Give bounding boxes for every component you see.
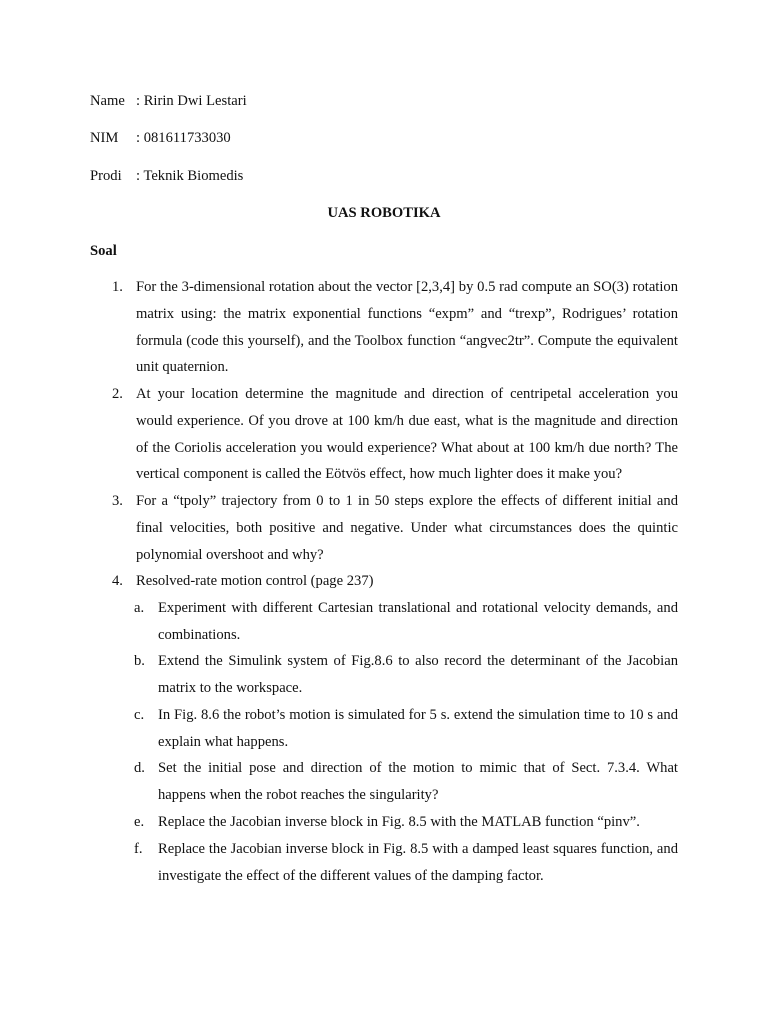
sub-item-letter: f. xyxy=(134,841,143,857)
nim-value: : 081611733030 xyxy=(136,130,231,146)
question-number: 4. xyxy=(112,573,123,589)
sub-item-letter: c. xyxy=(134,707,145,723)
sub-item-letter: b. xyxy=(134,653,145,669)
document-title: UAS ROBOTIKA xyxy=(327,205,441,221)
question-number: 1. xyxy=(112,279,123,295)
sub-item xyxy=(134,595,678,649)
question-text: For a “tpoly” trajectory from 0 to 1 in 50 steps explore the effects of different initial and final velocities, both positive and negative. Under what circumstances does the quintic polynomial overshoot and why? xyxy=(136,493,678,563)
sub-item-text: Replace the Jacobian inverse block in Fig. 8.5 with a damped least squares function, and investigate the effect of the different values of the damping factor. xyxy=(158,841,678,884)
question-item xyxy=(90,381,678,488)
sub-item-letter: d. xyxy=(134,760,145,776)
name-row xyxy=(90,91,247,111)
sub-item-text: Replace the Jacobian inverse block in Fig. 8.5 with the MATLAB function “pinv”. xyxy=(158,814,640,830)
sub-item-text: Experiment with different Cartesian translational and rotational velocity demands, and combinations. xyxy=(158,600,678,643)
question-text: For the 3-dimensional rotation about the vector [2,3,4] by 0.5 rad compute an SO(3) rotation matrix using: the matrix exponential functions “expm” and “trexp”, Rodrigues’ rotation formula (code this yourself), and the Toolbox function “angvec2tr”. Compute the equivalent unit quaternion. xyxy=(136,279,678,376)
question-number: 3. xyxy=(112,493,123,509)
sub-item xyxy=(134,755,678,809)
question-item xyxy=(90,568,678,595)
prodi-row xyxy=(90,166,243,186)
question-text: Resolved-rate motion control (page 237) xyxy=(136,573,374,589)
sub-item xyxy=(134,702,678,756)
name-label: Name xyxy=(90,93,125,109)
sub-item-text: Set the initial pose and direction of the motion to mimic that of Sect. 7.3.4. What happens when the robot reaches the singularity? xyxy=(158,760,678,803)
question-item xyxy=(90,274,678,381)
sub-item-text: In Fig. 8.6 the robot’s motion is simulated for 5 s. extend the simulation time to 10 s and explain what happens. xyxy=(158,707,678,750)
sub-item-letter: e. xyxy=(134,814,145,830)
question-number: 2. xyxy=(112,386,123,402)
nim-label: NIM xyxy=(90,130,119,146)
sub-item xyxy=(134,809,678,836)
sub-item-text: Extend the Simulink system of Fig.8.6 to also record the determinant of the Jacobian matrix to the workspace. xyxy=(158,653,678,696)
prodi-label: Prodi xyxy=(90,168,122,184)
sub-item xyxy=(134,648,678,702)
name-value: : Ririn Dwi Lestari xyxy=(136,93,247,109)
sub-item-letter: a. xyxy=(134,600,145,616)
question-item xyxy=(90,488,678,568)
prodi-value: : Teknik Biomedis xyxy=(136,168,244,184)
question-text: At your location determine the magnitude and direction of centripetal acceleration you would experience. Of you drove at 100 km/h due east, what is the magnitude and direction of the Coriolis acceleration you would experience? What about at 100 km/h due north? The vertical component is called the Eötvös effect, how much lighter does it make you? xyxy=(136,386,678,483)
sub-item xyxy=(134,836,678,890)
section-heading: Soal xyxy=(90,243,117,259)
nim-row xyxy=(90,128,231,148)
